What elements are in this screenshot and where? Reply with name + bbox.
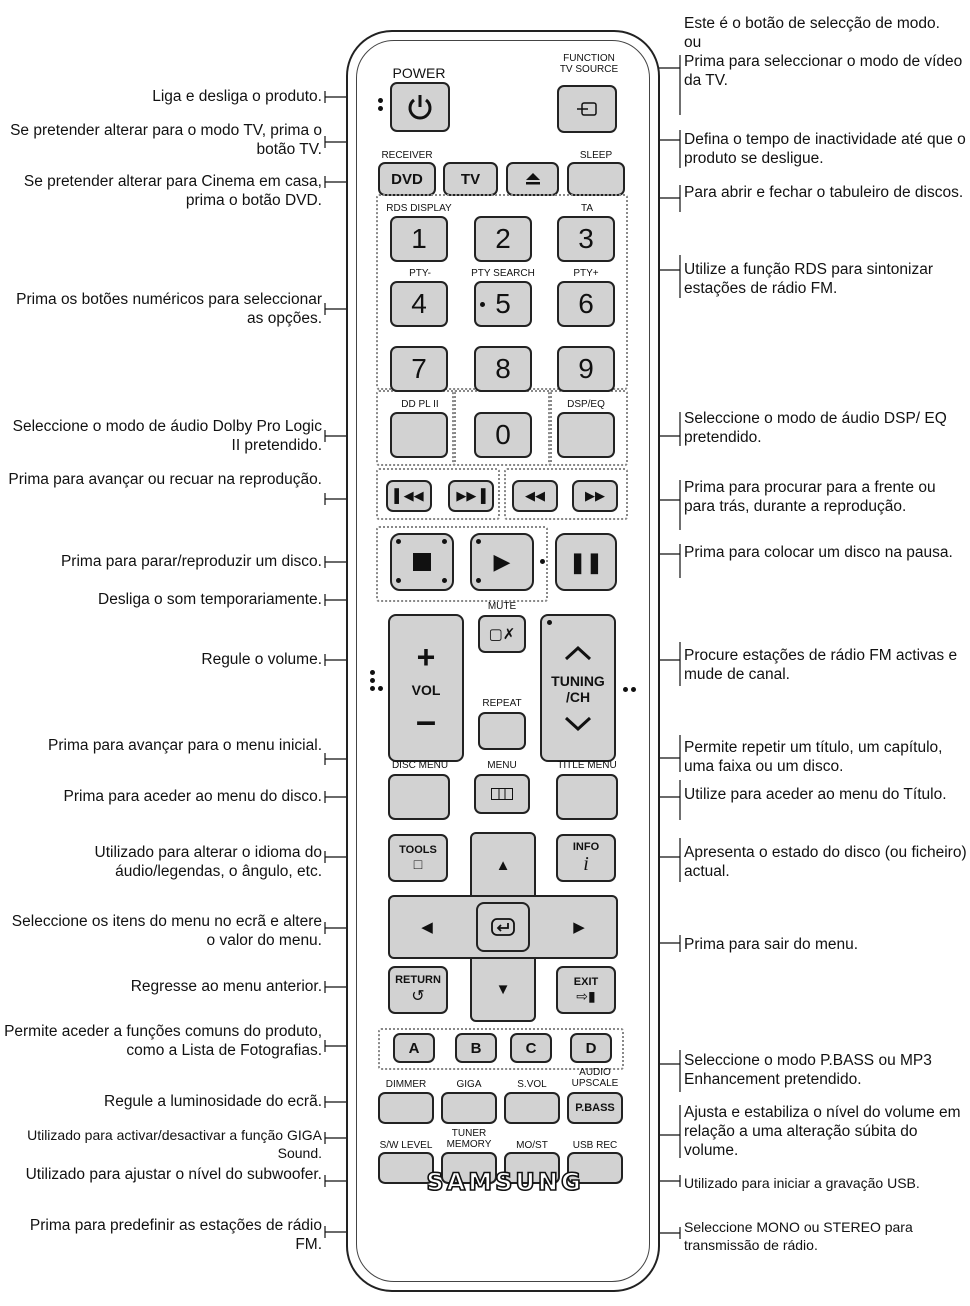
rds-display-caption: RDS DISPLAY — [386, 203, 452, 214]
pty-search-caption: PTY SEARCH — [471, 268, 535, 279]
d-button[interactable]: D — [570, 1033, 612, 1063]
dspeq-caption: DSP/EQ — [567, 399, 605, 410]
label-pbass: Seleccione o modo P.BASS ou MP3 Enhancement pretendido. — [684, 1052, 932, 1088]
label-svol: Ajusta e estabiliza o nível do volume em relação a uma alteração súbita do volume. — [684, 1104, 961, 1159]
skip-back-icon: ▌◀◀ — [394, 488, 424, 503]
samsung-logo: SAMSUNG — [426, 1168, 584, 1196]
receiver-caption: RECEIVER — [381, 150, 433, 161]
arrow-up-icon: ▲ — [495, 856, 511, 874]
mute-icon: ▢✗ — [488, 626, 516, 643]
pbass-button[interactable]: P.BASS — [567, 1092, 623, 1124]
info-button[interactable] — [556, 834, 616, 882]
menu-caption: MENU — [487, 760, 517, 771]
sleep-caption: SLEEP — [579, 150, 613, 161]
label-dimmer: Regule a luminosidade do ecrã. — [104, 1093, 322, 1110]
label-dvd: Se pretender alterar para Cinema em casa, prima o botão DVD. — [23, 173, 322, 209]
return-label: RETURN — [395, 974, 441, 986]
b-button[interactable]: B — [455, 1033, 497, 1063]
label-swlevel: Utilizado para ajustar o nível do subwoofer. — [25, 1166, 322, 1183]
disc-menu-button[interactable] — [388, 774, 450, 820]
skip-forward-icon: ▶▶▐ — [456, 488, 486, 503]
pause-icon: ❚❚ — [569, 551, 603, 574]
rewind-icon: ◀◀ — [525, 488, 545, 503]
digit-0-button[interactable]: 0 — [474, 412, 532, 458]
fast-forward-button[interactable] — [572, 480, 618, 512]
c-button[interactable]: C — [510, 1033, 552, 1063]
pause-button[interactable] — [555, 533, 617, 591]
power-caption: POWER — [392, 65, 446, 81]
digit-2-button[interactable]: 2 — [474, 216, 532, 262]
digit-8-button[interactable]: 8 — [474, 346, 532, 392]
most-caption: MO/ST — [516, 1140, 548, 1151]
label-numbers: Prima os botões numéricos para seleccionar as opções. — [16, 291, 322, 327]
ch-label: /CH — [565, 689, 591, 705]
sw-level-caption: S/W LEVEL — [379, 1140, 433, 1151]
dvd-button[interactable]: DVD — [378, 162, 436, 196]
label-search: Prima para procurar para a frente ou para trás, durante a reprodução. — [684, 479, 936, 515]
label-dspeq: Seleccione o modo de áudio DSP/ EQ pretendido. — [684, 410, 947, 446]
arrow-down-icon: ▼ — [495, 980, 511, 998]
label-tools: Utilizado para alterar o idioma do áudio/legendas, o ângulo, etc. — [94, 844, 322, 880]
label-info: Apresenta o estado do disco (ou ficheiro) actual. — [684, 844, 967, 880]
exit-icon: ⇨▮ — [576, 987, 596, 1004]
arrow-right-icon: ▶ — [573, 919, 585, 936]
dpad-left-button[interactable] — [392, 900, 462, 954]
menu-icon — [491, 788, 513, 800]
chevron-down-icon — [563, 715, 593, 731]
dpad-enter-button[interactable] — [476, 902, 530, 952]
mute-button[interactable] — [478, 615, 526, 653]
digit-9-button[interactable]: 9 — [557, 346, 615, 392]
label-sleep: Defina o tempo de inactividade até que o produto se desligue. — [684, 131, 966, 167]
info-label: INFO — [572, 840, 600, 853]
plii-button[interactable] — [390, 412, 448, 458]
tools-label: TOOLS — [399, 844, 437, 856]
power-button[interactable] — [390, 82, 450, 132]
volume-label: VOL — [411, 682, 441, 698]
repeat-button[interactable] — [478, 712, 526, 750]
rewind-button[interactable] — [512, 480, 558, 512]
stop-icon — [413, 553, 431, 571]
label-mute: Desliga o som temporariamente. — [98, 591, 322, 608]
digit-3-button[interactable]: 3 — [557, 216, 615, 262]
skip-forward-button[interactable] — [448, 480, 494, 512]
title-menu-button[interactable] — [556, 774, 618, 820]
tools-icon: □ — [413, 856, 423, 872]
label-tuning: Procure estações de rádio FM activas e mude de canal. — [684, 647, 958, 683]
label-rds: Utilize a função RDS para sintonizar estações de rádio FM. — [684, 261, 933, 297]
label-return: Regresse ao menu anterior. — [130, 978, 322, 995]
label-exit: Prima para sair do menu. — [684, 936, 859, 953]
ta-caption: TA — [580, 203, 594, 214]
plii-caption: DD PL II — [401, 399, 439, 410]
power-icon — [405, 92, 435, 122]
label-function: Este é o botão de selecção de modo. ou Prima para seleccionar o modo de vídeo da TV. — [684, 15, 963, 89]
volume-down-icon: – — [415, 700, 437, 741]
volume-rocker[interactable] — [388, 614, 464, 762]
disc-menu-caption: DISC MENU — [391, 760, 449, 771]
mute-caption: MUTE — [487, 601, 517, 612]
enter-icon — [490, 917, 516, 937]
label-volume: Regule o volume. — [201, 651, 322, 668]
volume-up-icon: + — [416, 639, 436, 675]
label-pause: Prima para colocar um disco na pausa. — [684, 544, 953, 561]
digit-4-button[interactable]: 4 — [390, 281, 448, 327]
giga-caption: GIGA — [456, 1079, 482, 1090]
dimmer-button[interactable] — [378, 1092, 434, 1124]
exit-button[interactable] — [556, 966, 616, 1014]
label-eject: Para abrir e fechar o tabuleiro de discos. — [684, 184, 964, 201]
dspeq-button[interactable] — [557, 412, 615, 458]
eject-icon — [525, 172, 541, 186]
title-menu-caption: TITLE MENU — [557, 760, 617, 771]
function-caption: FUNCTION TV SOURCE — [559, 53, 619, 75]
label-plii: Seleccione o modo de áudio Dolby Pro Logic II pretendido. — [12, 418, 322, 454]
a-button[interactable]: A — [393, 1033, 435, 1063]
label-stopplay: Prima para parar/reproduzir um disco. — [60, 553, 322, 570]
dimmer-caption: DIMMER — [385, 1079, 427, 1090]
tv-button[interactable]: TV — [443, 162, 498, 196]
arrow-left-icon: ◀ — [421, 919, 433, 936]
dpad-right-button[interactable] — [544, 900, 614, 954]
label-tv: Se pretender alterar para o modo TV, prima o botão TV. — [10, 122, 322, 158]
giga-button[interactable] — [441, 1092, 497, 1124]
svol-button[interactable] — [504, 1092, 560, 1124]
label-discmenu: Prima para aceder ao menu do disco. — [63, 788, 322, 805]
source-input-icon — [576, 101, 598, 117]
tuner-memory-caption: TUNER MEMORY — [446, 1128, 492, 1150]
play-icon: ▶ — [493, 549, 511, 574]
info-icon: i — [583, 852, 589, 875]
menu-button[interactable] — [474, 774, 530, 814]
chevron-up-icon — [563, 645, 593, 661]
sleep-button[interactable] — [567, 162, 625, 196]
return-icon: ↺ — [411, 988, 425, 1005]
label-abcd: Permite aceder a funções comuns do produto, como a Lista de Fotografias. — [4, 1023, 322, 1059]
tools-button[interactable] — [388, 834, 448, 882]
tuning-rocker[interactable] — [540, 614, 616, 762]
dpad-down-button[interactable] — [474, 962, 532, 1016]
digit-7-button[interactable]: 7 — [390, 346, 448, 392]
digit-1-button[interactable]: 1 — [390, 216, 448, 262]
label-menu: Prima para avançar para o menu inicial. — [48, 737, 322, 754]
eject-button[interactable] — [506, 162, 559, 196]
digit-5-button[interactable]: 5 — [474, 281, 532, 327]
label-power: Liga e desliga o produto. — [152, 88, 322, 105]
repeat-caption: REPEAT — [482, 698, 522, 709]
label-repeat: Permite repetir um título, um capítulo, uma faixa ou um disco. — [684, 739, 943, 775]
label-most: Seleccione MONO ou STEREO para transmissão de rádio. — [684, 1219, 913, 1253]
audio-upscale-caption: AUDIO UPSCALE — [571, 1067, 619, 1089]
label-skip: Prima para avançar ou recuar na reprodução. — [8, 471, 322, 488]
label-tunermem: Prima para predefinir as estações de rádio FM. — [29, 1217, 322, 1253]
skip-back-button[interactable] — [386, 480, 432, 512]
label-usbrec: Utilizado para iniciar a gravação USB. — [684, 1175, 920, 1191]
pty-minus-caption: PTY- — [409, 268, 431, 279]
svol-caption: S.VOL — [517, 1079, 547, 1090]
tuning-label: TUNING — [551, 673, 605, 689]
return-button[interactable] — [388, 966, 448, 1014]
pty-plus-caption: PTY+ — [573, 268, 599, 279]
digit-6-button[interactable]: 6 — [557, 281, 615, 327]
label-titlemenu: Utilize para aceder ao menu do Título. — [684, 786, 947, 803]
fast-forward-icon: ▶▶ — [585, 488, 605, 503]
usb-rec-caption: USB REC — [572, 1140, 618, 1151]
label-arrows: Seleccione os itens do menu no ecrã e altere o valor do menu. — [11, 913, 322, 949]
dpad-up-button[interactable] — [474, 838, 532, 892]
function-button[interactable] — [557, 85, 617, 133]
label-giga: Utilizado para activar/desactivar a função GIGA Sound. — [27, 1127, 322, 1161]
exit-label: EXIT — [573, 975, 599, 988]
